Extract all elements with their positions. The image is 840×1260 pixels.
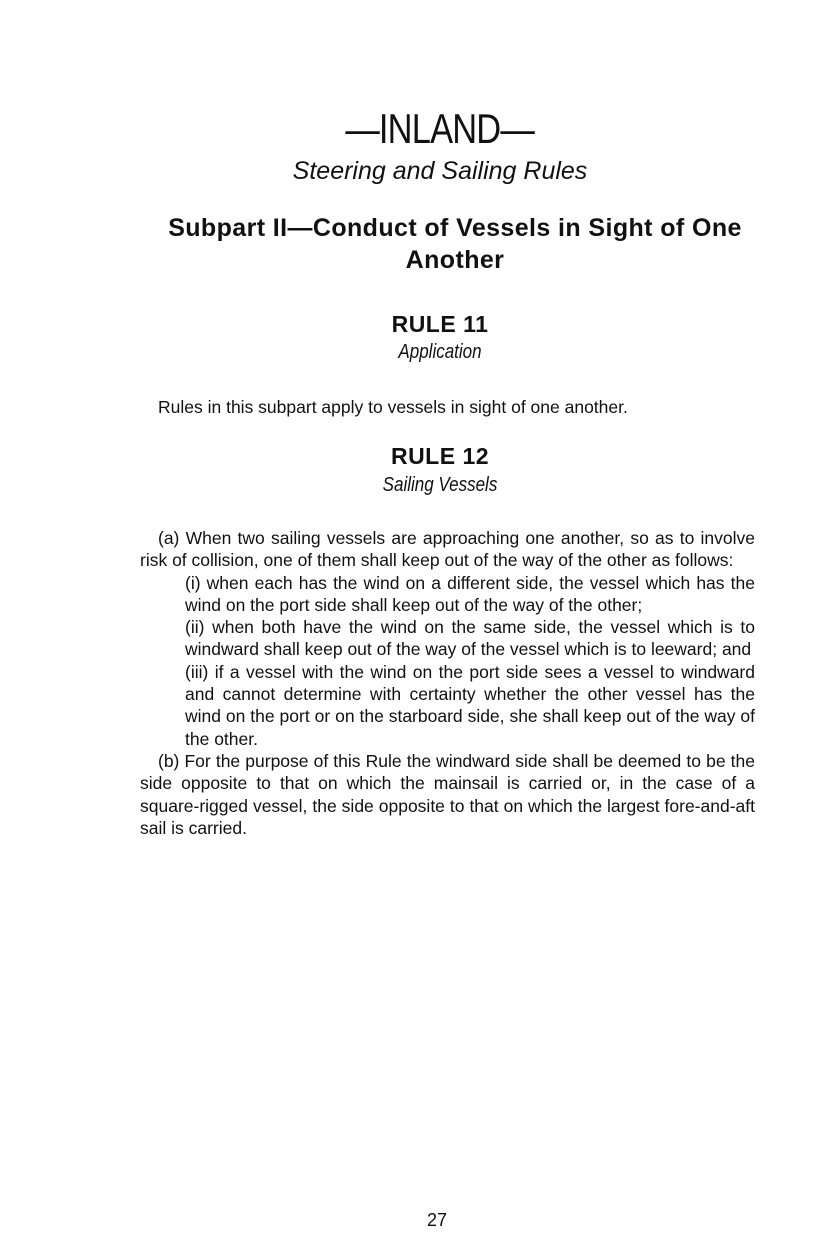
page-number: 27	[426, 1210, 448, 1230]
rule-12-heading: RULE 12	[390, 443, 490, 469]
page-title: —INLAND—	[345, 105, 534, 152]
rule-12-name: Sailing Vessels	[382, 474, 498, 496]
rule-12-body	[140, 527, 755, 839]
rule-12-subitem-iii: (iii) if a vessel with the wind on the port side sees a vessel to windward and cannot determine with certainty whether the other vessel has the wind on the port or on the starboard side, she shall keep out of the way of the other.	[185, 661, 755, 749]
rule-11-paragraph: Rules in this subpart apply to vessels in sight of one another.	[158, 397, 628, 417]
rule-11-name: Application	[398, 341, 482, 363]
rule-12-paragraph-b: (b) For the purpose of this Rule the windward side shall be deemed to be the side opposite to that on which the mainsail is carried or, in the case of a square-rigged vessel, the side opposite to that on which the largest fore-and-aft sail is carried.	[140, 750, 755, 838]
rule-12-subitem-i: (i) when each has the wind on a different side, the vessel which has the wind on the port side shall keep out of the way of the other;	[185, 572, 755, 615]
rule-12-subitem-ii: (ii) when both have the wind on the same side, the vessel which is to windward shall keep out of the way of the vessel which is to leeward; and	[185, 617, 755, 660]
subpart-heading: Subpart II—Conduct of Vessels in Sight of One Another	[168, 214, 742, 274]
rule-12-paragraph-a: (a) When two sailing vessels are approaching one another, so as to involve risk of collision, one of them shall keep out of the way of the other as follows:	[140, 528, 755, 571]
page-subtitle: Steering and Sailing Rules	[292, 157, 588, 185]
rule-11-body	[140, 396, 755, 418]
rule-11-heading: RULE 11	[391, 311, 489, 337]
